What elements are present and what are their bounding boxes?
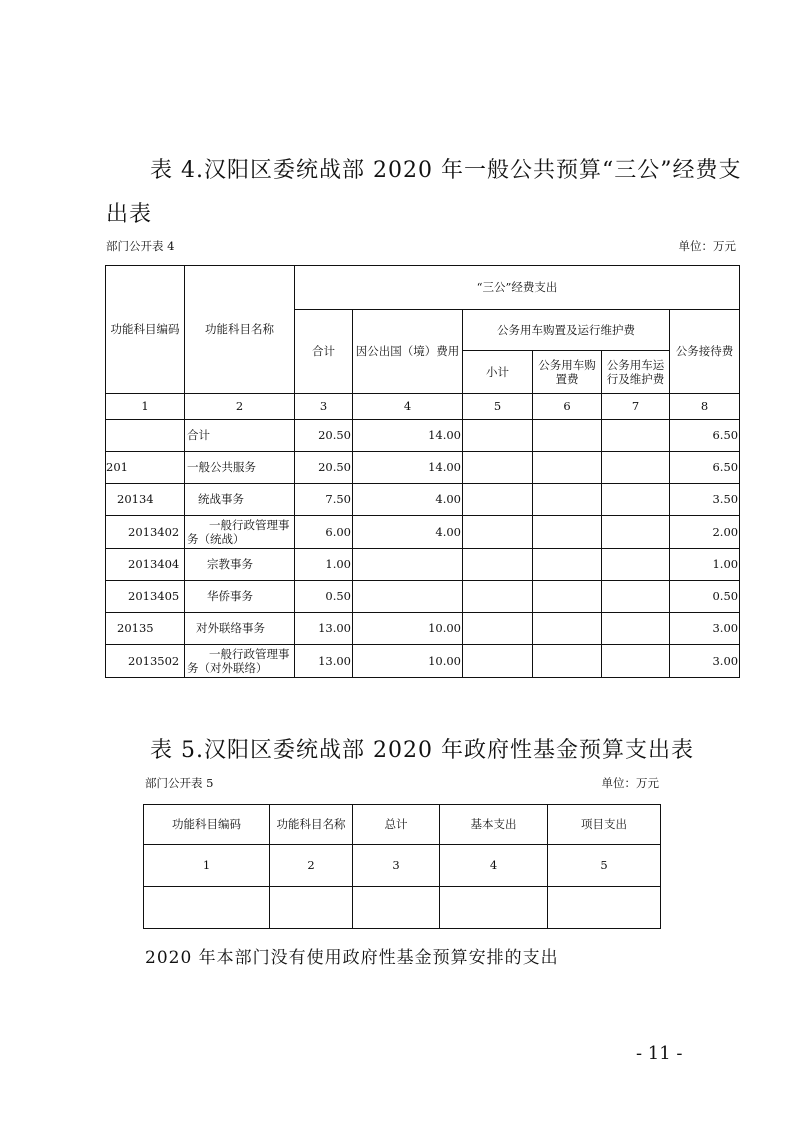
header-car-operate: 公务用车运行及维护费 — [602, 351, 670, 394]
row-purchase — [533, 452, 602, 484]
row-code: 2013405 — [106, 581, 185, 613]
table5-dept-label: 部门公开表 5 — [145, 776, 214, 790]
row-abroad: 4.00 — [353, 516, 463, 549]
row-abroad — [353, 581, 463, 613]
row-total: 1.00 — [295, 549, 353, 581]
row-code: 2013502 — [106, 645, 185, 678]
table4-title-line1: 表 4.汉阳区委统战部 2020 年一般公共预算“三公”经费支 — [150, 158, 742, 183]
header-total: 合计 — [295, 310, 353, 394]
table-row — [106, 420, 740, 452]
index-cell: 6 — [533, 394, 602, 420]
row-purchase — [533, 549, 602, 581]
row-name: 一般行政管理事务（统战） — [185, 516, 295, 549]
header-name: 功能科目名称 — [185, 266, 295, 394]
table-row — [106, 645, 740, 678]
page-number: - 11 - — [636, 1043, 683, 1064]
row-subtotal — [463, 452, 533, 484]
row-reception: 6.50 — [670, 452, 740, 484]
row-code: 2013404 — [106, 549, 185, 581]
table-row — [106, 516, 740, 549]
index-cell: 5 — [548, 845, 661, 887]
empty-cell — [440, 887, 548, 929]
row-total: 0.50 — [295, 581, 353, 613]
table-row — [106, 452, 740, 484]
header-abroad: 因公出国（境）费用 — [353, 310, 463, 394]
row-reception: 3.00 — [670, 645, 740, 678]
empty-cell — [548, 887, 661, 929]
index-cell: 4 — [353, 394, 463, 420]
row-reception: 6.50 — [670, 420, 740, 452]
row-abroad: 10.00 — [353, 645, 463, 678]
row-purchase — [533, 581, 602, 613]
header-project: 项目支出 — [548, 805, 661, 845]
row-purchase — [533, 645, 602, 678]
table4 — [105, 265, 740, 678]
row-code: 201 — [106, 452, 185, 484]
row-name: 华侨事务 — [185, 581, 295, 613]
index-cell: 3 — [295, 394, 353, 420]
header-basic: 基本支出 — [440, 805, 548, 845]
row-subtotal — [463, 549, 533, 581]
row-abroad — [353, 549, 463, 581]
row-reception: 0.50 — [670, 581, 740, 613]
row-subtotal — [463, 484, 533, 516]
row-abroad: 14.00 — [353, 452, 463, 484]
table5-note: 2020 年本部门没有使用政府性基金预算安排的支出 — [145, 948, 559, 968]
row-name: 一般公共服务 — [185, 452, 295, 484]
row-code: 2013402 — [106, 516, 185, 549]
row-operate — [602, 581, 670, 613]
row-total: 7.50 — [295, 484, 353, 516]
empty-cell — [144, 887, 270, 929]
row-operate — [602, 549, 670, 581]
header-name: 功能科目名称 — [270, 805, 353, 845]
index-cell: 8 — [670, 394, 740, 420]
row-operate — [602, 484, 670, 516]
table5 — [143, 804, 661, 929]
table5-unit-label: 单位：万元 — [601, 776, 659, 790]
index-cell: 2 — [270, 845, 353, 887]
table4-unit-label: 单位：万元 — [678, 239, 736, 253]
row-operate — [602, 516, 670, 549]
row-reception: 3.50 — [670, 484, 740, 516]
row-total: 20.50 — [295, 452, 353, 484]
row-reception: 3.00 — [670, 613, 740, 645]
row-operate — [602, 452, 670, 484]
index-cell: 7 — [602, 394, 670, 420]
index-cell: 5 — [463, 394, 533, 420]
row-subtotal — [463, 613, 533, 645]
header-total: 总计 — [353, 805, 440, 845]
row-reception: 2.00 — [670, 516, 740, 549]
row-name: 合计 — [185, 420, 295, 452]
row-code: 20134 — [106, 484, 185, 516]
row-code: 20135 — [106, 613, 185, 645]
row-abroad: 4.00 — [353, 484, 463, 516]
row-total: 13.00 — [295, 645, 353, 678]
row-abroad: 10.00 — [353, 613, 463, 645]
row-purchase — [533, 613, 602, 645]
row-name: 一般行政管理事务（对外联络） — [185, 645, 295, 678]
header-subtotal: 小计 — [463, 351, 533, 394]
row-operate — [602, 420, 670, 452]
row-total: 13.00 — [295, 613, 353, 645]
header-code: 功能科目编码 — [106, 266, 185, 394]
header-car-purchase: 公务用车购置费 — [533, 351, 602, 394]
table-row — [106, 613, 740, 645]
row-total: 20.50 — [295, 420, 353, 452]
empty-cell — [270, 887, 353, 929]
row-total: 6.00 — [295, 516, 353, 549]
index-cell: 1 — [144, 845, 270, 887]
row-code — [106, 420, 185, 452]
row-subtotal — [463, 420, 533, 452]
row-subtotal — [463, 645, 533, 678]
row-operate — [602, 645, 670, 678]
row-purchase — [533, 516, 602, 549]
row-reception: 1.00 — [670, 549, 740, 581]
table-row — [106, 581, 740, 613]
row-subtotal — [463, 516, 533, 549]
row-name: 统战事务 — [185, 484, 295, 516]
index-cell: 1 — [106, 394, 185, 420]
row-purchase — [533, 420, 602, 452]
index-cell: 3 — [353, 845, 440, 887]
index-cell: 4 — [440, 845, 548, 887]
empty-cell — [353, 887, 440, 929]
row-purchase — [533, 484, 602, 516]
header-car: 公务用车购置及运行维护费 — [463, 310, 670, 351]
table4-dept-label: 部门公开表 4 — [106, 239, 175, 253]
table-row — [144, 887, 661, 929]
header-reception: 公务接待费 — [670, 310, 740, 394]
table5-title: 表 5.汉阳区委统战部 2020 年政府性基金预算支出表 — [150, 738, 694, 763]
header-sangong: “三公”经费支出 — [295, 266, 740, 310]
row-name: 对外联络事务 — [185, 613, 295, 645]
row-abroad: 14.00 — [353, 420, 463, 452]
row-operate — [602, 613, 670, 645]
header-code: 功能科目编码 — [144, 805, 270, 845]
table-row — [106, 484, 740, 516]
row-name: 宗教事务 — [185, 549, 295, 581]
table4-title-line2: 出表 — [106, 202, 153, 227]
row-subtotal — [463, 581, 533, 613]
table-row — [106, 549, 740, 581]
index-cell: 2 — [185, 394, 295, 420]
